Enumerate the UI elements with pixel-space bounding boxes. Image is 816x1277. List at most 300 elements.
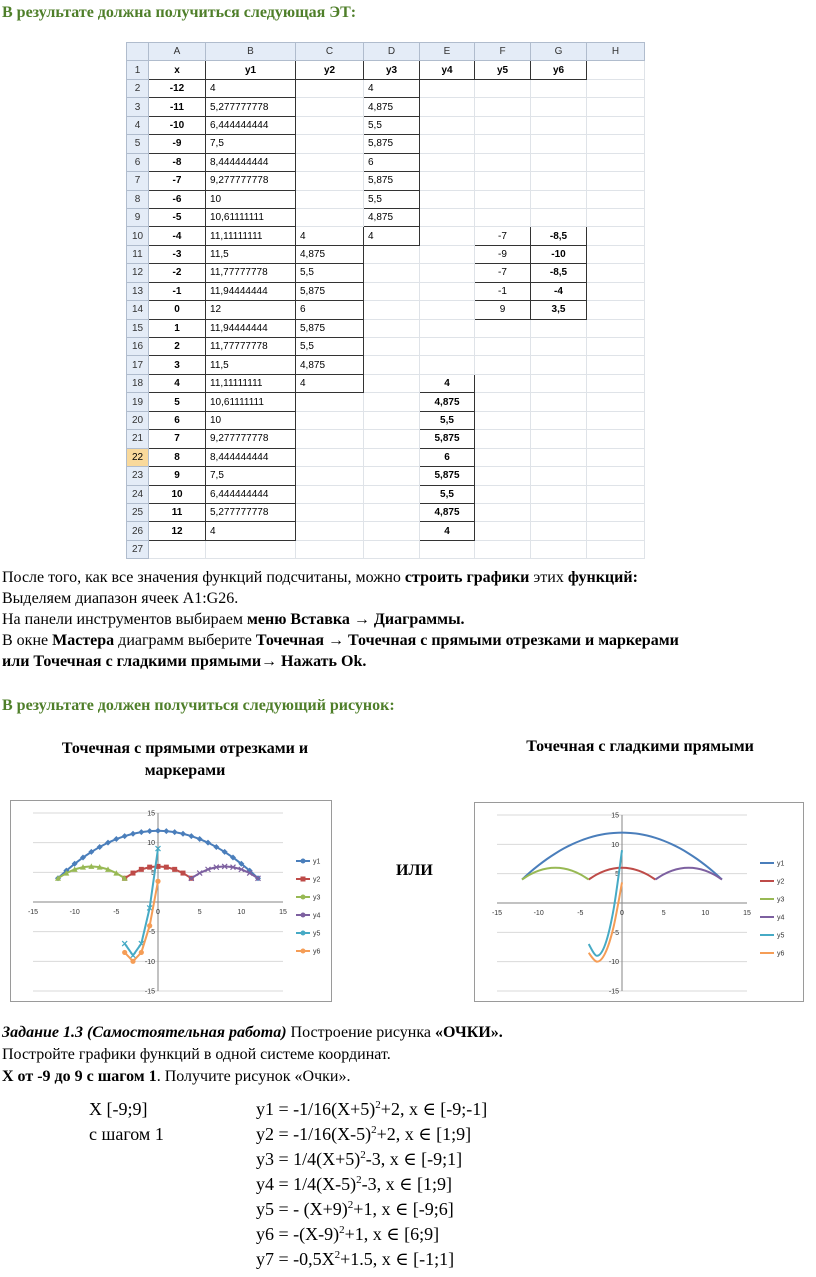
column-header-e[interactable]: E [420,43,475,61]
row-header-9[interactable]: 9 [127,208,149,226]
cell-g1[interactable]: y6 [531,61,587,79]
row-header-5[interactable]: 5 [127,135,149,153]
cell-e19[interactable]: 4,875 [420,393,475,411]
cell-f13[interactable]: -1 [475,282,531,300]
function-y4: y4 = 1/4(X-5) [256,1174,357,1194]
cell-a19[interactable]: 5 [149,393,206,411]
cell-d15[interactable] [364,319,420,337]
cell-c19[interactable] [296,393,364,411]
marker-y1 [130,831,136,837]
cell-b1[interactable]: y1 [206,61,296,79]
cell-c10[interactable]: 4 [296,227,364,245]
row-header-4[interactable]: 4 [127,116,149,134]
chart-right-title: Точечная с гладкими прямыми [526,738,754,755]
legend-marker-y1 [301,859,306,864]
row-header-3[interactable]: 3 [127,98,149,116]
legend-label-y1: y1 [777,860,785,868]
cell-b24[interactable]: 6,444444444 [206,485,296,503]
cell-h1[interactable] [587,61,645,79]
cell-d6[interactable]: 6 [364,153,420,171]
cell-f5[interactable] [475,135,531,153]
marker-y2 [172,867,177,872]
cell-f2[interactable] [475,79,531,97]
cell-e13[interactable] [420,282,475,300]
cell-g20[interactable] [531,411,587,429]
cell-c15[interactable]: 5,875 [296,319,364,337]
cell-e26[interactable]: 4 [420,522,475,540]
cell-g11[interactable]: -10 [531,245,587,263]
cell-g22[interactable] [531,448,587,466]
function-y4-range: -3, x ∈ [1;9] [361,1174,452,1194]
cell-h9[interactable] [587,208,645,226]
cell-e17[interactable] [420,356,475,374]
cell-c12[interactable]: 5,5 [296,264,364,282]
cell-e20[interactable]: 5,5 [420,411,475,429]
cell-g8[interactable] [531,190,587,208]
row-header-17[interactable]: 17 [127,356,149,374]
cell-a5[interactable]: -9 [149,135,206,153]
row-header-6[interactable]: 6 [127,153,149,171]
cell-f20[interactable] [475,411,531,429]
cell-g4[interactable] [531,116,587,134]
cell-a21[interactable]: 7 [149,430,206,448]
task-title: Задание 1.3 (Самостоятельная работа) [2,1024,287,1041]
cell-g15[interactable] [531,319,587,337]
cell-a1[interactable]: x [149,61,206,79]
cell-d18[interactable] [364,374,420,392]
cell-e14[interactable] [420,301,475,319]
column-header-a[interactable]: A [149,43,206,61]
cell-b8[interactable]: 10 [206,190,296,208]
column-header-b[interactable]: B [206,43,296,61]
cell-d26[interactable] [364,522,420,540]
cell-a4[interactable]: -10 [149,116,206,134]
cell-g19[interactable] [531,393,587,411]
cell-f25[interactable] [475,503,531,521]
cell-a24[interactable]: 10 [149,485,206,503]
row-header-8[interactable]: 8 [127,190,149,208]
cell-f3[interactable] [475,98,531,116]
cell-h18[interactable] [587,374,645,392]
cell-a23[interactable]: 9 [149,467,206,485]
row-header-10[interactable]: 10 [127,227,149,245]
cell-b4[interactable]: 6,444444444 [206,116,296,134]
cell-e27[interactable] [420,540,475,558]
cell-f11[interactable]: -9 [475,245,531,263]
cell-b13[interactable]: 11,94444444 [206,282,296,300]
cell-h13[interactable] [587,282,645,300]
cell-f9[interactable] [475,208,531,226]
cell-b26[interactable]: 4 [206,522,296,540]
cell-d7[interactable]: 5,875 [364,172,420,190]
cell-f12[interactable]: -7 [475,264,531,282]
text: этих [529,569,568,586]
cell-d12[interactable] [364,264,420,282]
cell-b9[interactable]: 10,61111111 [206,208,296,226]
cell-g9[interactable] [531,208,587,226]
cell-e5[interactable] [420,135,475,153]
cell-g2[interactable] [531,79,587,97]
cell-f7[interactable] [475,172,531,190]
cell-c22[interactable] [296,448,364,466]
text: В окне [2,632,53,649]
cell-c9[interactable] [296,208,364,226]
cell-e22[interactable]: 6 [420,448,475,466]
cell-h26[interactable] [587,522,645,540]
cell-e12[interactable] [420,264,475,282]
cell-b27[interactable] [206,540,296,558]
cell-d27[interactable] [364,540,420,558]
cell-f1[interactable]: y5 [475,61,531,79]
cell-c26[interactable] [296,522,364,540]
row-header-11[interactable]: 11 [127,245,149,263]
cell-b5[interactable]: 7,5 [206,135,296,153]
cell-d20[interactable] [364,411,420,429]
cell-f22[interactable] [475,448,531,466]
cell-h6[interactable] [587,153,645,171]
cell-b11[interactable]: 11,5 [206,245,296,263]
cell-c24[interactable] [296,485,364,503]
row-header-2[interactable]: 2 [127,79,149,97]
sheet-row [127,411,645,429]
cell-h24[interactable] [587,485,645,503]
cell-d5[interactable]: 5,875 [364,135,420,153]
cell-g25[interactable] [531,503,587,521]
cell-h23[interactable] [587,467,645,485]
cell-e11[interactable] [420,245,475,263]
cell-e7[interactable] [420,172,475,190]
cell-f8[interactable] [475,190,531,208]
cell-c11[interactable]: 4,875 [296,245,364,263]
chart-right-svg [475,803,803,1001]
cell-h16[interactable] [587,338,645,356]
legend-label-y5: y5 [313,930,321,938]
cell-b17[interactable]: 11,5 [206,356,296,374]
cell-g26[interactable] [531,522,587,540]
cell-h17[interactable] [587,356,645,374]
cell-c3[interactable] [296,98,364,116]
cell-d9[interactable]: 4,875 [364,208,420,226]
cell-g23[interactable] [531,467,587,485]
cell-a18[interactable]: 4 [149,374,206,392]
cell-d19[interactable] [364,393,420,411]
cell-b7[interactable]: 9,277777778 [206,172,296,190]
cell-a9[interactable]: -5 [149,208,206,226]
cell-f6[interactable] [475,153,531,171]
cell-e1[interactable]: y4 [420,61,475,79]
cell-a26[interactable]: 12 [149,522,206,540]
cell-c2[interactable] [296,79,364,97]
function-y6-range: +1, x ∈ [6;9] [344,1224,440,1244]
row-header-24[interactable]: 24 [127,485,149,503]
cell-e3[interactable] [420,98,475,116]
cell-c6[interactable] [296,153,364,171]
cell-d24[interactable] [364,485,420,503]
cell-g6[interactable] [531,153,587,171]
cell-d25[interactable] [364,503,420,521]
cell-c1[interactable]: y2 [296,61,364,79]
cell-d17[interactable] [364,356,420,374]
cell-d11[interactable] [364,245,420,263]
cell-f24[interactable] [475,485,531,503]
cell-h8[interactable] [587,190,645,208]
cell-b25[interactable]: 5,277777778 [206,503,296,521]
marker-y5 [122,941,127,946]
row-header-16[interactable]: 16 [127,338,149,356]
cell-d8[interactable]: 5,5 [364,190,420,208]
cell-e9[interactable] [420,208,475,226]
cell-g18[interactable] [531,374,587,392]
cell-h22[interactable] [587,448,645,466]
sheet-row [127,393,645,411]
cell-e6[interactable] [420,153,475,171]
sheet-row [127,61,645,79]
cell-g13[interactable]: -4 [531,282,587,300]
cell-f19[interactable] [475,393,531,411]
cell-g10[interactable]: -8,5 [531,227,587,245]
cell-h20[interactable] [587,411,645,429]
cell-h25[interactable] [587,503,645,521]
text-bold: строить графики [404,569,530,586]
cell-e2[interactable] [420,79,475,97]
marker-y6 [155,879,160,884]
cell-g24[interactable] [531,485,587,503]
cell-g5[interactable] [531,135,587,153]
row-header-26[interactable]: 26 [127,522,149,540]
y-tick-label: -15 [608,988,619,996]
sheet-row [127,98,645,116]
cell-e8[interactable] [420,190,475,208]
row-header-12[interactable]: 12 [127,264,149,282]
cell-e21[interactable]: 5,875 [420,430,475,448]
y-tick-label: -10 [608,959,619,967]
cell-h14[interactable] [587,301,645,319]
cell-g21[interactable] [531,430,587,448]
cell-d14[interactable] [364,301,420,319]
sheet-row [127,485,645,503]
x-tick-label: -5 [577,910,584,917]
x-tick-label: 0 [156,909,160,916]
cell-c7[interactable] [296,172,364,190]
cell-a25[interactable]: 11 [149,503,206,521]
legend-label-y4: y4 [777,914,785,922]
cell-e10[interactable] [420,227,475,245]
cell-b23[interactable]: 7,5 [206,467,296,485]
cell-h5[interactable] [587,135,645,153]
cell-f14[interactable]: 9 [475,301,531,319]
cell-b14[interactable]: 12 [206,301,296,319]
row-header-23[interactable]: 23 [127,467,149,485]
cell-f16[interactable] [475,338,531,356]
cell-g12[interactable]: -8,5 [531,264,587,282]
cell-c8[interactable] [296,190,364,208]
cell-g7[interactable] [531,172,587,190]
cell-d22[interactable] [364,448,420,466]
marker-y1 [197,836,203,842]
cell-h11[interactable] [587,245,645,263]
marker-y2 [139,867,144,872]
row-header-22[interactable]: 22 [127,448,149,466]
cell-h7[interactable] [587,172,645,190]
cell-f10[interactable]: -7 [475,227,531,245]
cell-c17[interactable]: 4,875 [296,356,364,374]
legend-marker-y5 [301,931,306,936]
cell-f18[interactable] [475,374,531,392]
cell-a11[interactable]: -3 [149,245,206,263]
cell-e15[interactable] [420,319,475,337]
cell-c25[interactable] [296,503,364,521]
cell-a2[interactable]: -12 [149,79,206,97]
cell-e18[interactable]: 4 [420,374,475,392]
cell-b12[interactable]: 11,77777778 [206,264,296,282]
cell-b20[interactable]: 10 [206,411,296,429]
text: На панели инструментов выбираем [2,611,247,628]
cell-h10[interactable] [587,227,645,245]
cell-g3[interactable] [531,98,587,116]
cell-b15[interactable]: 11,94444444 [206,319,296,337]
cell-b3[interactable]: 5,277777778 [206,98,296,116]
cell-h15[interactable] [587,319,645,337]
cell-c20[interactable] [296,411,364,429]
cell-h19[interactable] [587,393,645,411]
cell-g16[interactable] [531,338,587,356]
row-header-27[interactable]: 27 [127,540,149,558]
cell-b10[interactable]: 11,11111111 [206,227,296,245]
cell-a22[interactable]: 8 [149,448,206,466]
cell-h21[interactable] [587,430,645,448]
cell-h4[interactable] [587,116,645,134]
cell-c13[interactable]: 5,875 [296,282,364,300]
cell-f4[interactable] [475,116,531,134]
cell-c18[interactable]: 4 [296,374,364,392]
cell-a7[interactable]: -7 [149,172,206,190]
cell-f23[interactable] [475,467,531,485]
cell-d13[interactable] [364,282,420,300]
cell-f27[interactable] [475,540,531,558]
legend-marker-y6 [301,949,306,954]
marker-y1 [180,831,186,837]
sheet-row [127,227,645,245]
cell-d16[interactable] [364,338,420,356]
cell-c16[interactable]: 5,5 [296,338,364,356]
row-header-1[interactable]: 1 [127,61,149,79]
y-tick-label: 5 [151,869,155,877]
sheet-row [127,522,645,540]
cell-f17[interactable] [475,356,531,374]
row-header-18[interactable]: 18 [127,374,149,392]
cell-f15[interactable] [475,319,531,337]
cell-c4[interactable] [296,116,364,134]
row-header-14[interactable]: 14 [127,301,149,319]
cell-a10[interactable]: -4 [149,227,206,245]
cell-b2[interactable]: 4 [206,79,296,97]
cell-e24[interactable]: 5,5 [420,485,475,503]
cell-d21[interactable] [364,430,420,448]
legend-marker-y4 [301,913,306,918]
text-bold: или Точечная с гладкими прямыми→ Нажать Ok. [2,653,367,670]
column-header-g[interactable]: G [531,43,587,61]
row-header-21[interactable]: 21 [127,430,149,448]
cell-e23[interactable]: 5,875 [420,467,475,485]
cell-a8[interactable]: -6 [149,190,206,208]
column-header-row [127,43,645,61]
marker-y2 [147,865,152,870]
x-tick-label: 10 [701,910,710,917]
cell-a20[interactable]: 6 [149,411,206,429]
legend-label-y6: y6 [777,950,785,958]
row-header-25[interactable]: 25 [127,503,149,521]
row-header-7[interactable]: 7 [127,172,149,190]
cell-f21[interactable] [475,430,531,448]
cell-e25[interactable]: 4,875 [420,503,475,521]
cell-a14[interactable]: 0 [149,301,206,319]
cell-a3[interactable]: -11 [149,98,206,116]
cell-d2[interactable]: 4 [364,79,420,97]
series-line-y6 [589,882,622,961]
cell-c5[interactable] [296,135,364,153]
cell-b18[interactable]: 11,11111111 [206,374,296,392]
cell-b16[interactable]: 11,77777778 [206,338,296,356]
column-header-f[interactable]: F [475,43,531,61]
cell-a15[interactable]: 1 [149,319,206,337]
cell-a16[interactable]: 2 [149,338,206,356]
row-header-15[interactable]: 15 [127,319,149,337]
row-header-20[interactable]: 20 [127,411,149,429]
cell-g27[interactable] [531,540,587,558]
cell-b21[interactable]: 9,277777778 [206,430,296,448]
cell-d23[interactable] [364,467,420,485]
cell-h27[interactable] [587,540,645,558]
task-section [2,1022,814,1088]
cell-a13[interactable]: -1 [149,282,206,300]
cell-d3[interactable]: 4,875 [364,98,420,116]
cell-a27[interactable] [149,540,206,558]
cell-c14[interactable]: 6 [296,301,364,319]
cell-c23[interactable] [296,467,364,485]
cell-e16[interactable] [420,338,475,356]
select-all-corner[interactable] [127,43,149,61]
column-header-c[interactable]: C [296,43,364,61]
text: диаграмм выберите [114,632,256,649]
row-header-19[interactable]: 19 [127,393,149,411]
cell-a12[interactable]: -2 [149,264,206,282]
column-header-h[interactable]: H [587,43,645,61]
cell-d4[interactable]: 5,5 [364,116,420,134]
cell-a17[interactable]: 3 [149,356,206,374]
cell-e4[interactable] [420,116,475,134]
cell-c21[interactable] [296,430,364,448]
cell-f26[interactable] [475,522,531,540]
cell-d10[interactable]: 4 [364,227,420,245]
cell-b6[interactable]: 8,444444444 [206,153,296,171]
cell-g17[interactable] [531,356,587,374]
text-bold: Мастера [52,632,115,649]
cell-a6[interactable]: -8 [149,153,206,171]
cell-h3[interactable] [587,98,645,116]
cell-c27[interactable] [296,540,364,558]
cell-d1[interactable]: y3 [364,61,420,79]
cell-b19[interactable]: 10,61111111 [206,393,296,411]
x-tick-label: 15 [279,909,287,916]
row-header-13[interactable]: 13 [127,282,149,300]
column-header-d[interactable]: D [364,43,420,61]
cell-h2[interactable] [587,79,645,97]
cell-h12[interactable] [587,264,645,282]
cell-g14[interactable]: 3,5 [531,301,587,319]
sheet-row [127,208,645,226]
cell-b22[interactable]: 8,444444444 [206,448,296,466]
x-tick-label: -15 [27,909,39,916]
